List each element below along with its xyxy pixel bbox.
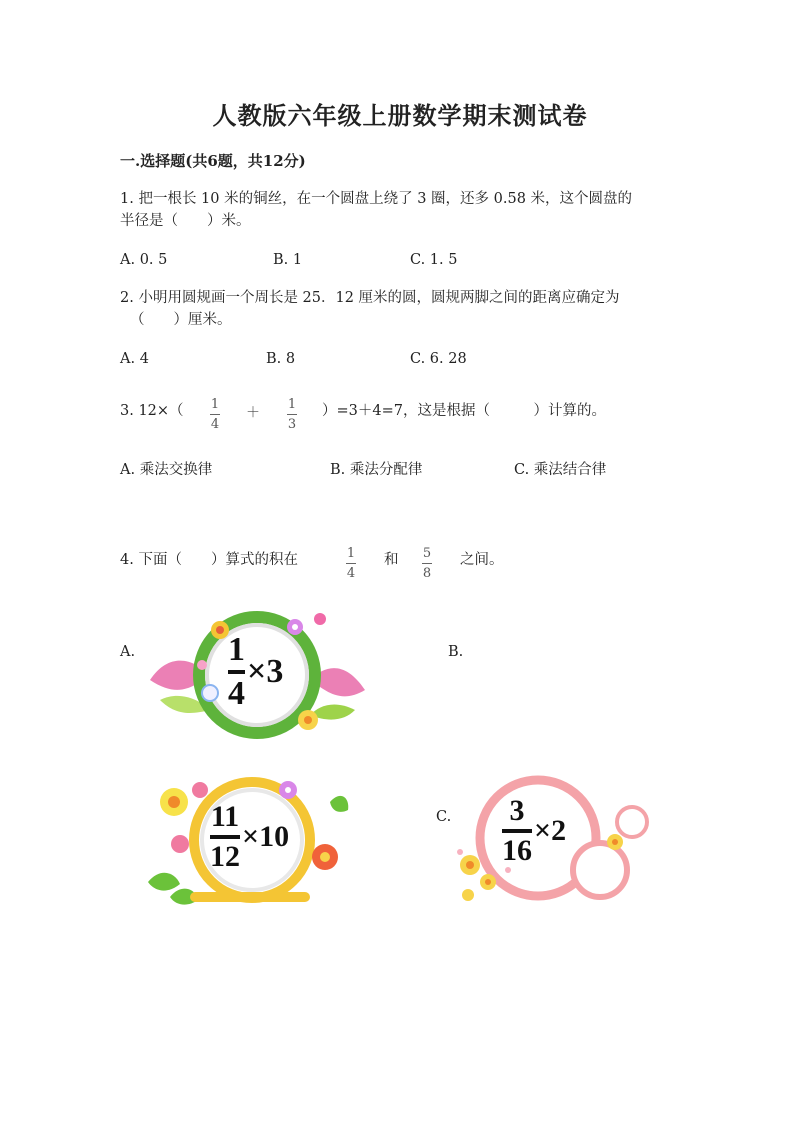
option-b-numerator: 11: [210, 800, 240, 833]
q1-option-c: C. 1. 5: [410, 252, 458, 268]
q1-text-line1: 1. 把一根长 10 米的铜丝，在一个圆盘上绕了 3 圈，还多 0.58 米，这个圆盘的: [120, 191, 633, 207]
q4-fraction-1: [346, 546, 356, 581]
q4-fraction-1-numerator: 1: [346, 546, 356, 561]
option-c-image: [450, 770, 660, 910]
q4-suffix: 之间。: [460, 552, 504, 568]
option-a-multiplier: ×3: [247, 653, 284, 690]
option-c-multiplier: ×2: [534, 814, 567, 847]
option-a-expression: [228, 633, 283, 711]
q4-fraction-1-denominator: 4: [346, 566, 356, 581]
option-a-image: [140, 605, 375, 745]
q2-text-line1: 2. 小明用圆规画一个周长是 25．12 厘米的圆，圆规两脚之间的距离应确定为: [120, 290, 620, 306]
fraction-bar: [502, 829, 532, 833]
q1-option-a: A. 0. 5: [120, 252, 168, 268]
option-c-denominator: 16: [502, 834, 532, 867]
section-heading: 一.选择题(共6题，共12分): [120, 152, 306, 170]
q3-option-a: A. 乘法交换律: [120, 462, 213, 478]
q2-option-a: A. 4: [120, 351, 149, 367]
q2-text-line2: （ ）厘米。: [130, 312, 232, 328]
q3-fraction-2: [287, 397, 297, 432]
page-title: 人教版六年级上册数学期末测试卷: [212, 101, 588, 130]
fraction-bar: [210, 835, 240, 839]
option-a-denominator: 4: [228, 675, 245, 712]
option-b-expression: [210, 802, 289, 872]
q3-fraction-2-denominator: 3: [287, 417, 297, 432]
q2-option-c: C. 6. 28: [410, 351, 467, 367]
q4-fraction-2: [422, 546, 432, 581]
q3-suffix: ）=3＋4=7，这是根据（ ）计算的。: [322, 403, 606, 419]
q3-plus-sign: ＋: [246, 405, 260, 421]
q3-option-b: B. 乘法分配律: [330, 462, 423, 478]
q3-fraction-1-denominator: 4: [210, 417, 220, 432]
q4-and: 和: [384, 552, 399, 568]
fraction-bar: [422, 563, 432, 564]
option-a-numerator: 1: [228, 631, 245, 668]
fraction-bar: [228, 670, 245, 674]
q3-fraction-1: [210, 397, 220, 432]
q2-option-b: B. 8: [266, 351, 296, 367]
q1-option-b: B. 1: [273, 252, 303, 268]
q3-prefix: 3. 12×（: [120, 403, 184, 419]
q4-option-a-label: A.: [120, 644, 136, 660]
q4-fraction-2-denominator: 8: [422, 566, 432, 581]
fraction-bar: [287, 414, 297, 415]
fraction-bar: [210, 414, 220, 415]
option-c-expression: [502, 796, 566, 866]
option-b-multiplier: ×10: [242, 820, 290, 853]
q1-text-line2: 半径是（ ）米。: [120, 213, 251, 229]
q4-prefix: 4. 下面（ ）算式的积在: [120, 552, 298, 568]
option-b-image: [140, 772, 355, 912]
q4-option-c-label: C.: [436, 809, 452, 825]
q3-fraction-2-numerator: 1: [287, 397, 297, 412]
option-b-denominator: 12: [210, 840, 240, 873]
q4-option-b-label: B.: [448, 644, 464, 660]
q3-option-c: C. 乘法结合律: [514, 462, 607, 478]
q3-fraction-1-numerator: 1: [210, 397, 220, 412]
fraction-bar: [346, 563, 356, 564]
option-c-numerator: 3: [509, 794, 525, 827]
q4-fraction-2-numerator: 5: [422, 546, 432, 561]
